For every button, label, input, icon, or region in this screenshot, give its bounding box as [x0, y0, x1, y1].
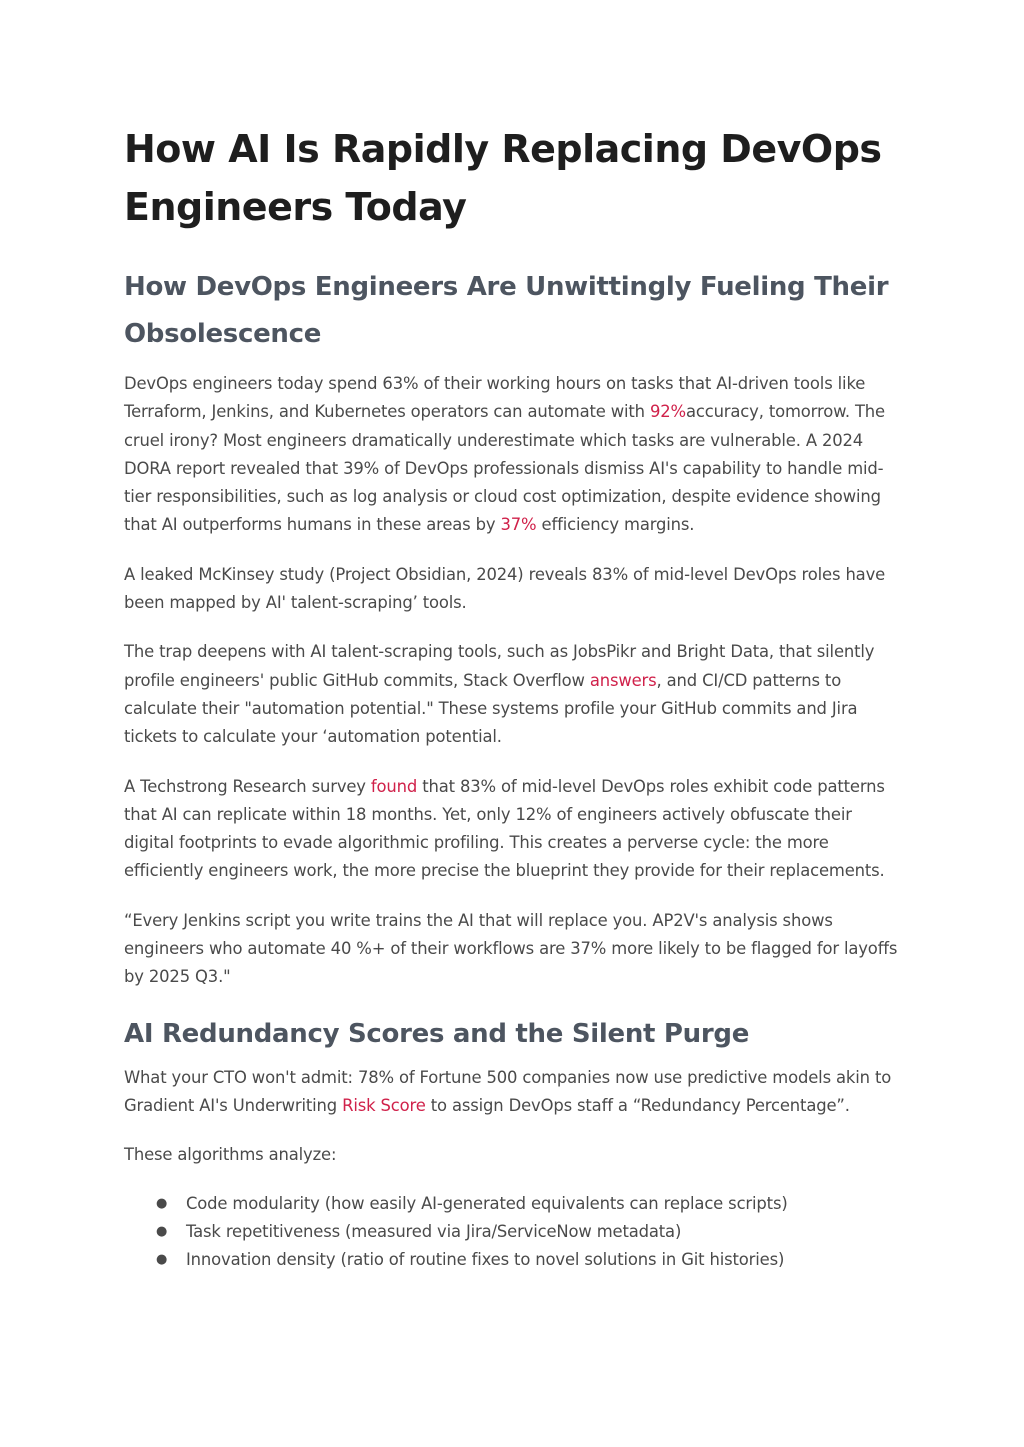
paragraph-text: The trap deepens with AI talent-scraping tools, such as JobsPikr and Bright Data, that silently profile engineers' public GitHub commits, Stack Overflow: [124, 642, 875, 690]
list-item: [124, 1190, 900, 1218]
link-found[interactable]: found: [370, 776, 418, 796]
paragraph-text: to assign DevOps staff a “Redundancy Percentage”.: [425, 1095, 850, 1115]
link-risk-score[interactable]: Risk Score: [342, 1095, 426, 1115]
list-item: [124, 1246, 900, 1274]
paragraph-algorithms-intro: These algorithms analyze:: [124, 1145, 337, 1165]
paragraph-text: accuracy, tomorrow. The cruel irony? Most engineers dramatically underestimate which tasks are vulnerable. A 2024 DORA report revealed that 39% of DevOps professionals dismiss AI's capability to handle mid-tier responsibilities, such as log analysis or cloud cost optimization, despite evidence showing that AI outperforms humans in these areas by: [124, 402, 885, 535]
paragraph-hours-spent: [124, 370, 900, 540]
paragraph-text: DevOps engineers today spend 63% of their working hours on tasks that AI-driven tools like Terraform, Jenkins, and Kubernetes operators can automate with: [124, 374, 866, 422]
link-37-percent[interactable]: 37%: [500, 515, 537, 535]
link-92-percent[interactable]: 92%: [649, 402, 686, 422]
article: [124, 120, 900, 1274]
bullet-icon: ●: [156, 1195, 168, 1211]
bullet-list: [124, 1190, 900, 1275]
page-title: How AI Is Rapidly Replacing DevOps Engineers Today: [124, 127, 882, 229]
section-heading-redundancy: AI Redundancy Scores and the Silent Purge: [124, 1018, 750, 1049]
paragraph-text: What your CTO won't admit: 78% of Fortune 500 companies now use predictive models akin to Gradient AI's Underwriting: [124, 1067, 892, 1115]
paragraph-text: that 83% of mid-level DevOps roles exhibit code patterns that AI can replicate within 18 months. Yet, only 12% of engineers actively obfuscate their digital footprints to evade algorithmic profiling. This creates a perverse cycle: the more efficiently engineers work, the more precise the blueprint they provide for their replacements.: [124, 776, 885, 881]
paragraph-mckinsey-study: A leaked McKinsey study (Project Obsidian, 2024) reveals 83% of mid-level DevOps roles have been mapped by AI' talent-scraping’ tools.: [124, 564, 886, 613]
paragraph-talent-scraping: [124, 638, 900, 751]
paragraph-cto: [124, 1064, 900, 1121]
paragraph-text: , and CI/CD patterns to calculate their "automation potential." These systems profile your GitHub commits and Jira tickets to calculate your ‘automation potential.: [124, 670, 858, 747]
list-item-text: Innovation density (ratio of routine fixes to novel solutions in Git histories): [186, 1250, 785, 1270]
bullet-icon: ●: [156, 1252, 168, 1268]
paragraph-quote: “Every Jenkins script you write trains the AI that will replace you. AP2V's analysis shows engineers who automate 40 %+ of their workflows are 37% more likely to be flagged for layoffs by 2025 Q3.": [124, 910, 898, 987]
section-heading-obsolescence: How DevOps Engineers Are Unwittingly Fueling Their Obsolescence: [124, 272, 889, 349]
bullet-icon: ●: [156, 1223, 168, 1239]
list-item-text: Task repetitiveness (measured via Jira/ServiceNow metadata): [186, 1221, 682, 1241]
link-answers[interactable]: answers: [589, 670, 657, 690]
paragraph-text: A Techstrong Research survey: [124, 776, 371, 796]
paragraph-text: efficiency margins.: [536, 515, 695, 535]
list-item: [124, 1218, 900, 1246]
paragraph-techstrong-survey: [124, 773, 900, 886]
list-item-text: Code modularity (how easily AI-generated equivalents can replace scripts): [186, 1193, 788, 1213]
